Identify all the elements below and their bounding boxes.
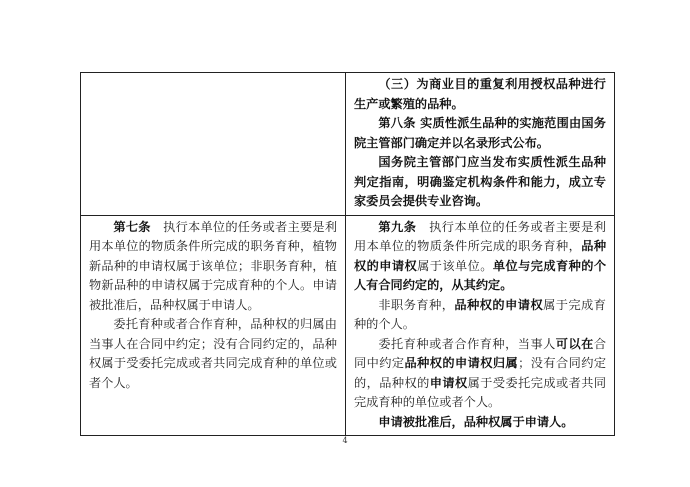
text-segment-bold: 可以在 [555, 336, 594, 351]
page-number: 4 [342, 436, 348, 445]
text-segment-bold: 品种权的申请权归属 [404, 356, 519, 370]
comparison-table [80, 72, 615, 436]
table-row [81, 215, 615, 436]
old-text-cell [81, 73, 346, 216]
article-7-paragraph-2: 委托育种或者合作育种，品种权的归属由当事人在合同中约定；没有合同约定的，品种权属于受委托完成或者共同完成育种的单位或者个人。 [89, 317, 337, 390]
new-text-cell [346, 215, 615, 436]
text-segment: ；没有合同约定的，品种权的 [354, 356, 607, 390]
text-segment-bold: 品种权的申请权 [454, 297, 544, 312]
text-segment-bold: 单位与完成育种的个人有合同约定的，从其约定。 [354, 258, 607, 292]
text-segment: 委托育种或者合作育种，当事人 [378, 336, 556, 351]
clause-paragraph: （三）为商业目的重复利用授权品种进行生产或繁殖的品种。 [354, 77, 606, 111]
article-8-paragraph-2: 国务院主管部门应当发布实质性派生品种判定指南，明确鉴定机构条件和能力，成立专家委员会提供专业咨询。 [354, 155, 606, 208]
table-row [81, 73, 615, 216]
text-segment: 合同中约定 [354, 336, 606, 370]
article-text: 执行本单位的任务或者主要是利用本单位的物质条件所完成的职务育种，植物新品种的申请权属于该单位；非职务育种，植物新品种的申请权属于完成育种的个人。申请被批准后，品种权属于申请人。 [89, 219, 338, 312]
article-9-paragraph-2 [354, 296, 606, 335]
article-9-paragraph [354, 218, 606, 296]
article-heading: 第七条 [113, 219, 151, 234]
text-segment: 属于该单位。 [417, 258, 493, 273]
new-text-cell [346, 73, 615, 216]
text-segment-bold: 品种权的申请权 [354, 239, 607, 273]
text-segment-bold: 申请权 [429, 375, 468, 390]
article-8-paragraph: 第八条 实质性派生品种的实施范围由国务院主管部门确定并以名录形式公布。 [354, 116, 606, 150]
article-7-paragraph [89, 218, 337, 316]
article-heading: 第九条 [378, 219, 417, 234]
text-segment: 属于完成育种的个人。 [354, 297, 606, 331]
text-segment: 属于受委托完成或者共同完成育种的单位或者个人。 [354, 375, 607, 409]
text-segment: 执行本单位的任务或者主要是利用本单位的物质条件所完成的职务育种， [354, 219, 606, 253]
text-segment: 非职务育种， [378, 297, 455, 312]
old-text-cell [81, 215, 346, 436]
article-9-paragraph-3 [354, 335, 606, 413]
article-9-paragraph-4: 申请被批准后，品种权属于申请人。 [378, 414, 574, 429]
